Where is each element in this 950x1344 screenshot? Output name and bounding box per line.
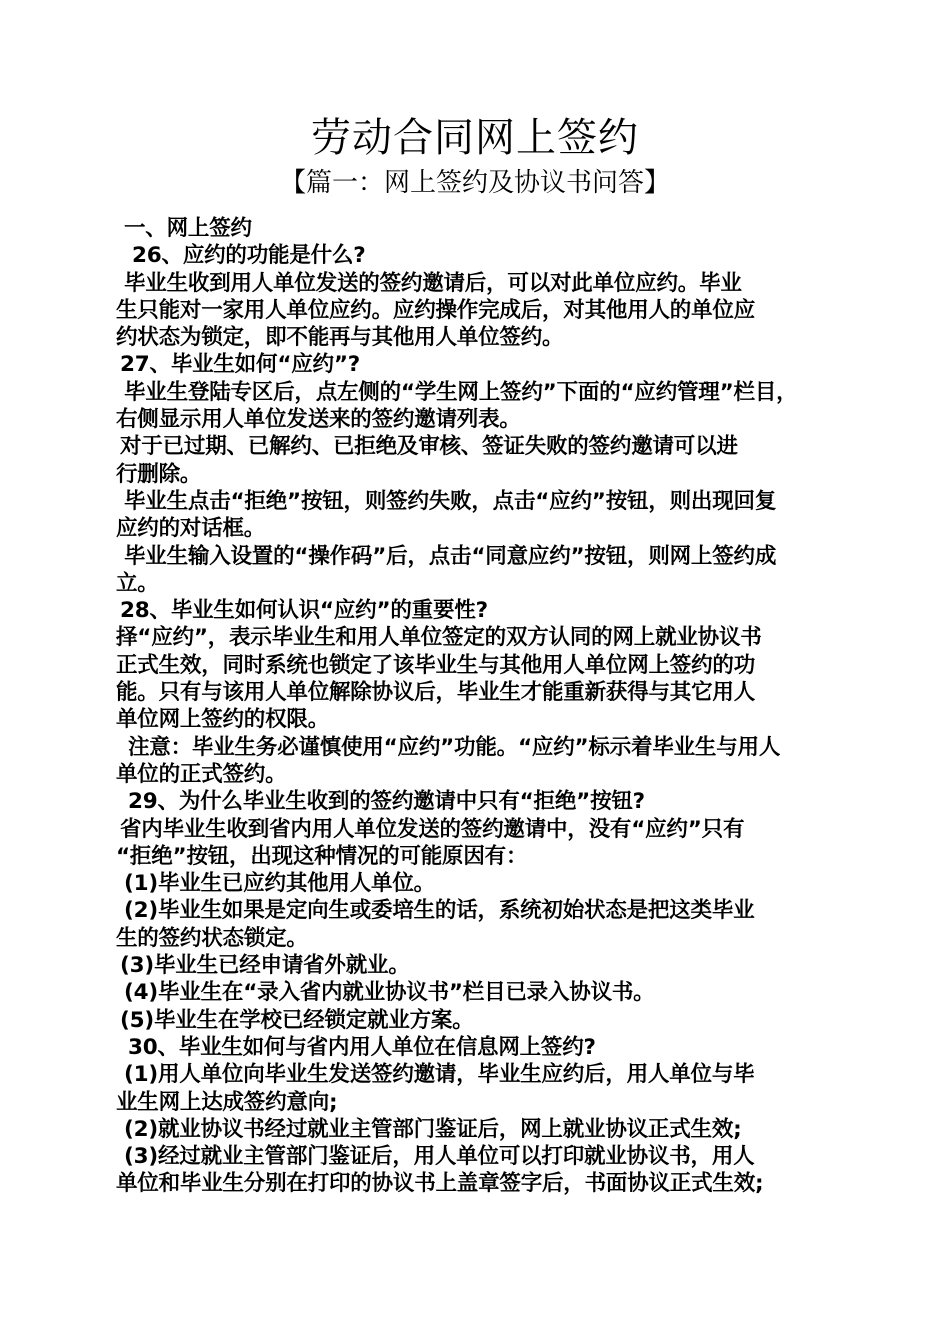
- paragraph-line: 省内毕业生收到省内用人单位发送的签约邀请中，没有“应约”只有: [120, 816, 745, 842]
- document-title: 劳动合同网上签约: [311, 115, 639, 161]
- list-item: (2)就业协议书经过就业主管部门鉴证后，网上就业协议正式生效;: [124, 1116, 742, 1142]
- list-item: (3)经过就业主管部门鉴证后，用人单位可以打印就业协议书，用人: [124, 1144, 755, 1170]
- paragraph-line: 毕业生登陆专区后，点左侧的“学生网上签约”下面的“应约管理”栏目，: [124, 379, 798, 405]
- list-item: 生的签约状态锁定。: [116, 925, 308, 951]
- list-item: (2)毕业生如果是定向生或委培生的话，系统初始状态是把这类毕业: [124, 898, 755, 924]
- paragraph-line: 立。: [116, 570, 159, 596]
- paragraph-line: 能。只有与该用人单位解除协议后，毕业生才能重新获得与其它用人: [116, 680, 756, 706]
- list-item: (1)用人单位向毕业生发送签约邀请，毕业生应约后，用人单位与毕: [124, 1062, 755, 1088]
- paragraph-line: “拒绝”按钮，出现这种情况的可能原因有：: [116, 843, 528, 869]
- paragraph-line: 应约的对话框。: [116, 516, 266, 542]
- question-heading: 28、毕业生如何认识“应约”的重要性?: [120, 598, 488, 624]
- paragraph-line: 择“应约”，表示毕业生和用人单位签定的双方认同的网上就业协议书: [116, 625, 762, 651]
- paragraph-line: 右侧显示用人单位发送来的签约邀请列表。: [116, 407, 521, 433]
- note-line: 注意：毕业生务必谨慎使用“应约”功能。“应约”标示着毕业生与用人: [128, 734, 781, 760]
- question-heading: 29、为什么毕业生收到的签约邀请中只有“拒绝”按钮?: [128, 789, 645, 815]
- paragraph-line: 对于已过期、已解约、已拒绝及审核、签证失败的签约邀请可以进: [120, 434, 738, 460]
- paragraph-line: 行删除。: [116, 461, 202, 487]
- paragraph-line: 单位网上签约的权限。: [116, 707, 330, 733]
- list-item: (1)毕业生已应约其他用人单位。: [124, 871, 435, 897]
- list-item: 业生网上达成签约意向;: [116, 1089, 338, 1115]
- list-item: (5)毕业生在学校已经锁定就业方案。: [120, 1007, 474, 1033]
- paragraph-line: 正式生效，同时系统也锁定了该毕业生与其他用人单位网上签约的功: [116, 652, 756, 678]
- paragraph-line: 毕业生收到用人单位发送的签约邀请后，可以对此单位应约。毕业: [124, 270, 742, 296]
- list-item: 单位和毕业生分别在打印的协议书上盖章签字后，书面协议正式生效;: [116, 1171, 764, 1197]
- list-item: (4)毕业生在“录入省内就业协议书”栏目已录入协议书。: [124, 980, 655, 1006]
- note-line: 单位的正式签约。: [116, 761, 287, 787]
- question-heading: 30、毕业生如何与省内用人单位在信息网上签约?: [128, 1034, 596, 1060]
- paragraph-line: 毕业生点击“拒绝”按钮，则签约失败，点击“应约”按钮，则出现回复: [124, 488, 777, 514]
- section-heading: 一、网上签约: [124, 216, 252, 241]
- list-item: (3)毕业生已经申请省外就业。: [120, 953, 410, 979]
- question-heading: 26、应约的功能是什么?: [132, 243, 366, 269]
- paragraph-line: 生只能对一家用人单位应约。应约操作完成后，对其他用人的单位应: [116, 297, 756, 323]
- document-subtitle: 【篇一：网上签约及协议书问答】: [279, 168, 670, 198]
- paragraph-line: 约状态为锁定，即不能再与其他用人单位签约。: [116, 325, 564, 351]
- question-heading: 27、毕业生如何“应约”?: [120, 352, 361, 378]
- paragraph-line: 毕业生输入设置的“操作码”后，点击“同意应约”按钮，则网上签约成: [124, 543, 777, 569]
- document-body: [116, 215, 846, 1198]
